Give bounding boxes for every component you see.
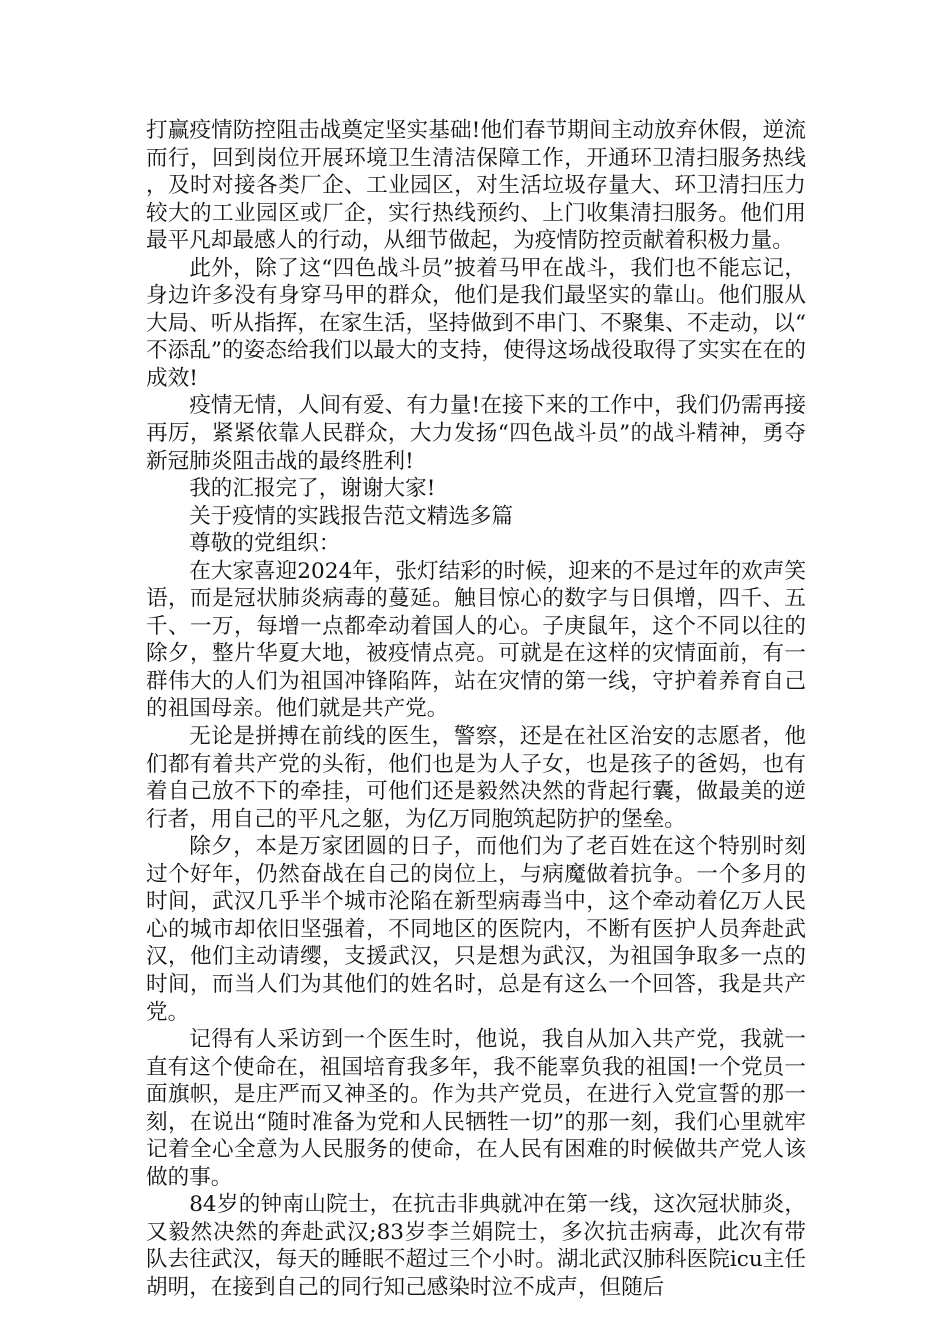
salutation: 尊敬的党组织：: [189, 531, 341, 557]
section-heading: 关于疫情的实践报告范文精选多篇: [189, 503, 514, 529]
paragraph: 疫情无情，人间有爱、有力量!在接下来的工作中，我们仍需再接再厉，紧紧依靠人民群众，大力发扬“四色战斗员”的战斗精神，勇夺新冠肺炎阻击战的最终胜利!: [146, 393, 806, 474]
paragraph: 记得有人采访到一个医生时，他说，我自从加入共产党，我就一直有这个使命在，祖国培育我多年，我不能辜负我的祖国!一个党员一面旗帜，是庄严而又神圣的。作为共产党员，在进行入党宣誓的那一刻，在说出“随时准备为党和人民牺牲一切”的那一刻，我们心里就牢记着全心全意为人民服务的使命，在人民有困难的时候做共产党人该做的事。: [146, 1027, 806, 1190]
paragraph: 在大家喜迎2024年，张灯结彩的时候，迎来的不是过年的欢声笑语，而是冠状肺炎病毒的蔓延。触目惊心的数字与日俱增，四千、五千、一万，每增一点都牵动着国人的心。子庚鼠年，这个不同以往的除夕，整片华夏大地，被疫情点亮。可就是在这样的灾情面前，有一群伟大的人们为祖国冲锋陷阵，站在灾情的第一线，守护着养育自己的祖国母亲。他们就是共产党。: [146, 558, 806, 722]
paragraph: 打赢疫情防控阻击战奠定坚实基础!他们春节期间主动放弃休假，逆流而行，回到岗位开展环境卫生清洁保障工作，开通环卫清扫服务热线，及时对接各类厂企、工业园区，对生活垃圾存量大、环卫清扫压力较大的工业园区或厂企，实行热线预约、上门收集清扫服务。他们用最平凡却最感人的行动，从细节做起，为疫情防控贡献着积极力量。: [146, 118, 806, 254]
document-body: [146, 117, 806, 1302]
paragraph: 我的汇报完了，谢谢大家!: [189, 476, 436, 502]
paragraph: 此外，除了这“四色战斗员”披着马甲在战斗，我们也不能忘记，身边许多没有身穿马甲的群众，他们是我们最坚实的靠山。他们服从大局、听从指挥，在家生活，坚持做到不串门、不聚集、不走动，以“不添乱”的姿态给我们以最大的支持，使得这场战役取得了实实在在的成效!: [146, 255, 806, 391]
paragraph: 除夕，本是万家团圆的日子，而他们为了老百姓在这个特别时刻过个好年，仍然奋战在自己的岗位上，与病魔做着抗争。一个多月的时间，武汉几乎半个城市沦陷在新型病毒当中，这个牵动着亿万人民心的城市却依旧坚强着，不同地区的医院内，不断有医护人员奔赴武汉，他们主动请缨，支援武汉，只是想为武汉，为祖国争取多一点的时间，而当人们为其他们的姓名时，总是有这么一个回答，我是共产党。: [146, 834, 806, 1025]
paragraph: 84岁的钟南山院士，在抗击非典就冲在第一线，这次冠状肺炎，又毅然决然的奔赴武汉;83岁李兰娟院士，多次抗击病毒，此次有带队去往武汉，每天的睡眠不超过三个小时。湖北武汉肺科医院icu主任胡明，在接到自己的同行知己感染时泣不成声，但随后: [146, 1192, 806, 1300]
paragraph: 无论是拼搏在前线的医生，警察，还是在社区治安的志愿者，他们都有着共产党的头衔，他们也是为人子女，也是孩子的爸妈，也有着自己放不下的牵挂，可他们还是毅然决然的背起行囊，做最美的逆行者，用自己的平凡之躯，为亿万同胞筑起防护的堡垒。: [146, 724, 806, 832]
